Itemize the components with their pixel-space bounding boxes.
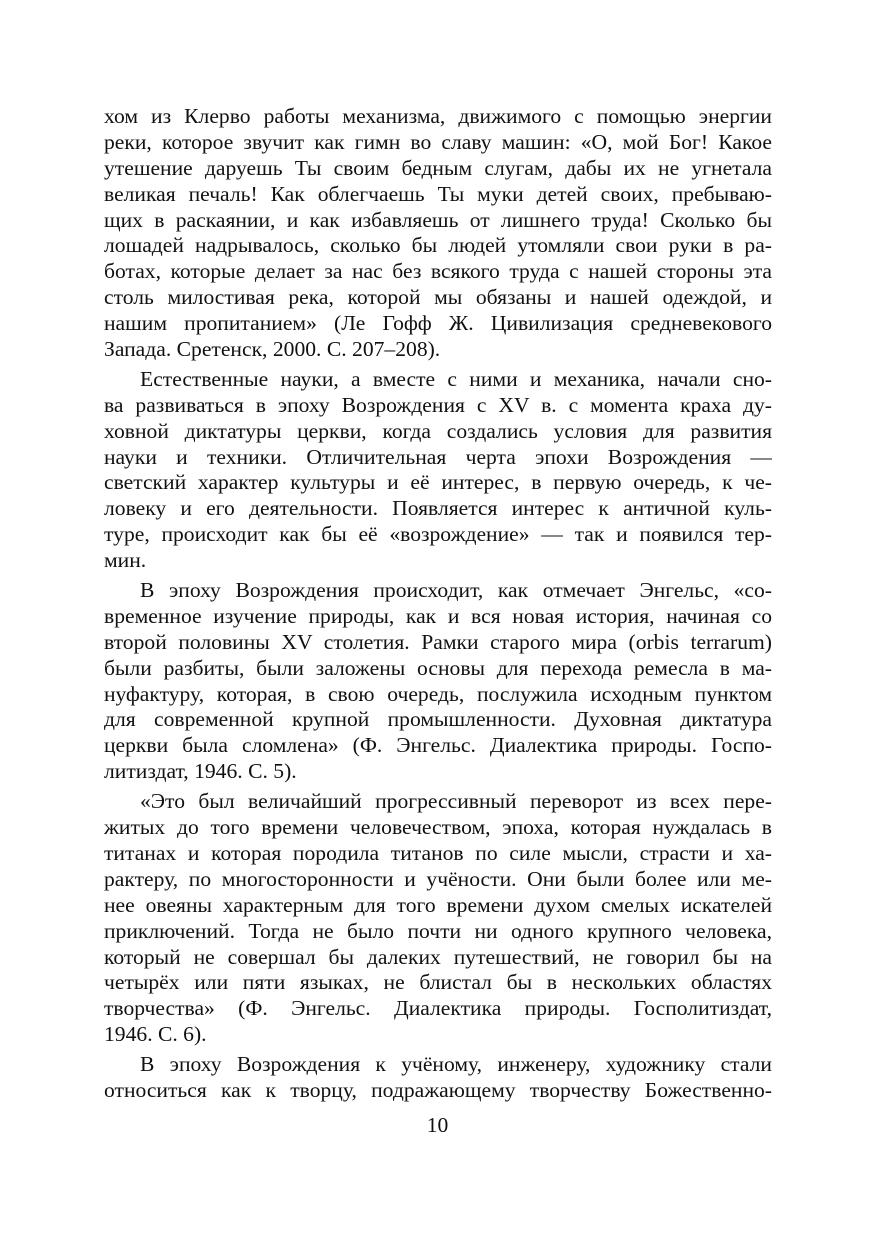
text-line: туре, происходит как бы её «возрождение» — так и появился тер- (104, 522, 772, 547)
paragraph-5 (104, 1052, 772, 1104)
text-line: хом из Клерво работы механизма, движимого с помощью энергии (104, 104, 772, 128)
text-line: «Это был величайший прогрессивный переворот из всех пере- (140, 789, 772, 814)
page-number: 10 (426, 1113, 449, 1137)
text-line: столь милостивая река, которой мы обязаны и нашей одеждой, и (104, 285, 772, 310)
text-line: В эпоху Возрождения происходит, как отмечает Энгельс, «со- (140, 578, 772, 603)
text-line: ловеку и его деятельности. Появляется интерес к античной куль- (104, 496, 772, 521)
text-line: четырёх или пяти языках, не блистал бы в нескольких областях (104, 970, 772, 995)
paragraph-1 (104, 104, 772, 363)
text-line: относиться как к творцу, подражающему творчеству Божественно- (104, 1077, 772, 1102)
text-line: 1946. С. 6). (104, 1022, 207, 1047)
text-line: творчества» (Ф. Энгельс. Диалектика природы. Госполитиздат, (104, 996, 772, 1021)
text-line: нее овеяны характерным для того времени духом смелых искателей (104, 892, 772, 917)
text-line: Естественные науки, а вместе с ними и механика, начали сно- (140, 366, 772, 391)
paragraph-2 (104, 367, 772, 574)
paragraph-3 (104, 578, 772, 785)
text-line: утешение даруешь Ты своим бедным слугам, дабы их не угнетала (104, 155, 772, 180)
text-line: нашим пропитанием» (Ле Гофф Ж. Цивилизация средневекового (104, 311, 772, 336)
text-line: титанах и которая породила титанов по силе мысли, страсти и ха- (104, 840, 772, 865)
text-line: мин. (104, 548, 147, 573)
text-line: лошадей надрывалось, сколько бы людей утомляли свои руки в ра- (104, 233, 772, 258)
text-line: светский характер культуры и её интерес, в первую очередь, к че- (104, 470, 772, 495)
text-line: ховной диктатуры церкви, когда создались условия для развития (104, 418, 772, 443)
text-line: щих в раскаянии, и как избавляешь от лишнего труда! Сколько бы (104, 207, 772, 232)
text-line: великая печаль! Как облегчаешь Ты муки детей своих, пребываю- (104, 181, 772, 206)
text-line: нуфактуру, которая, в свою очередь, послужила исходным пунктом (104, 681, 772, 706)
text-line: были разбиты, были заложены основы для перехода ремесла в ма- (104, 655, 772, 680)
text-line: приключений. Тогда не было почти ни одного крупного человека, (104, 918, 772, 943)
text-line: Запада. Сретенск, 2000. С. 207–208). (104, 337, 441, 362)
body-text (104, 104, 772, 1104)
text-line: В эпоху Возрождения к учёному, инженеру, художнику стали (140, 1052, 772, 1077)
text-line: второй половины XV столетия. Рамки старого мира (orbis terrarum) (104, 629, 772, 654)
text-line: науки и техники. Отличительная черта эпохи Возрождения — (104, 444, 772, 469)
text-line: рактеру, по многосторонности и учёности. Они были более или ме- (104, 866, 772, 891)
text-line: временное изучение природы, как и вся новая история, начиная со (104, 603, 772, 628)
paragraph-4 (104, 789, 772, 1048)
text-line: ва развиваться в эпоху Возрождения с XV в. с момента краха ду- (104, 392, 772, 417)
text-line: церкви была сломлена» (Ф. Энгельс. Диалектика природы. Госпо- (104, 733, 772, 758)
text-line: литиздат, 1946. С. 5). (104, 759, 297, 784)
text-line: реки, которое звучит как гимн во славу машин: «О, мой Бог! Какое (104, 129, 772, 154)
text-line: житых до того времени человечеством, эпоха, которая нуждалась в (104, 815, 772, 840)
text-line: ботах, которые делает за нас без всякого труда с нашей стороны эта (104, 259, 772, 284)
text-line: который не совершал бы далеких путешествий, не говорил бы на (104, 944, 772, 969)
text-line: для современной крупной промышленности. Духовная диктатура (104, 707, 772, 732)
